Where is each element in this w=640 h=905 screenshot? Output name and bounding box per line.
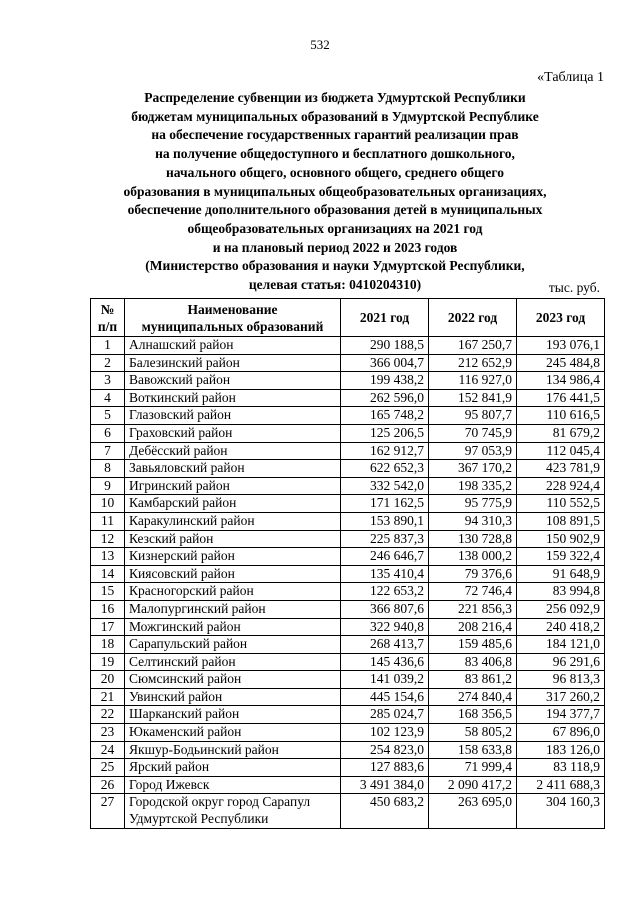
value-2022: 158 633,8	[429, 741, 517, 759]
value-2022: 97 053,9	[429, 442, 517, 460]
municipality-name: Глазовский район	[125, 407, 341, 425]
row-number: 16	[91, 600, 125, 618]
row-number: 7	[91, 442, 125, 460]
title-line: общеобразовательных организациях на 2021 год	[187, 220, 483, 236]
subvention-table	[90, 298, 605, 829]
row-number: 1	[91, 337, 125, 355]
value-2021: 332 542,0	[341, 477, 429, 495]
value-2021: 102 123,9	[341, 724, 429, 742]
municipality-name: Киясовский район	[125, 565, 341, 583]
value-2022: 212 652,9	[429, 354, 517, 372]
value-2022: 95 775,9	[429, 495, 517, 513]
value-2021: 262 596,0	[341, 389, 429, 407]
row-number: 18	[91, 636, 125, 654]
value-2022: 95 807,7	[429, 407, 517, 425]
title-line: обеспечение дополнительного образования детей в муниципальных	[127, 202, 543, 218]
value-2022: 58 805,2	[429, 724, 517, 742]
table-row	[91, 600, 605, 618]
value-2023: 184 121,0	[517, 636, 605, 654]
municipality-name: Ярский район	[125, 759, 341, 777]
municipality-name: Шарканский район	[125, 706, 341, 724]
row-number: 26	[91, 776, 125, 794]
value-2022: 2 090 417,2	[429, 776, 517, 794]
value-2022: 94 310,3	[429, 512, 517, 530]
value-2023: 96 813,3	[517, 671, 605, 689]
municipality-name: Кизнерский район	[125, 548, 341, 566]
municipality-name: Город Ижевск	[125, 776, 341, 794]
table-label: «Таблица 1	[537, 70, 604, 85]
municipality-name: Малопургинский район	[125, 600, 341, 618]
header-number-line1: №	[100, 301, 115, 317]
municipality-name: Завьяловский район	[125, 460, 341, 478]
table-row	[91, 354, 605, 372]
table-row	[91, 688, 605, 706]
value-2023: 256 092,9	[517, 600, 605, 618]
header-2022: 2022 год	[429, 299, 517, 337]
value-2021: 290 188,5	[341, 337, 429, 355]
table-row	[91, 618, 605, 636]
municipality-name: Можгинский район	[125, 618, 341, 636]
value-2023: 83 118,9	[517, 759, 605, 777]
value-2023: 159 322,4	[517, 548, 605, 566]
table-row	[91, 724, 605, 742]
row-number: 14	[91, 565, 125, 583]
value-2023: 194 377,7	[517, 706, 605, 724]
value-2023: 96 291,6	[517, 653, 605, 671]
table-row	[91, 495, 605, 513]
table-row	[91, 776, 605, 794]
title-line: на получение общедоступного и бесплатного дошкольного,	[155, 146, 515, 162]
page-number: 532	[310, 37, 330, 52]
municipality-name: Граховский район	[125, 424, 341, 442]
table-row	[91, 741, 605, 759]
row-number: 21	[91, 688, 125, 706]
value-2023: 150 902,9	[517, 530, 605, 548]
municipality-name: Сарапульский район	[125, 636, 341, 654]
row-number: 19	[91, 653, 125, 671]
value-2022: 208 216,4	[429, 618, 517, 636]
row-number: 12	[91, 530, 125, 548]
value-2021: 366 004,7	[341, 354, 429, 372]
value-2021: 145 436,6	[341, 653, 429, 671]
row-number: 6	[91, 424, 125, 442]
table-row	[91, 407, 605, 425]
value-2022: 70 745,9	[429, 424, 517, 442]
value-2021: 171 162,5	[341, 495, 429, 513]
municipality-name: Воткинский район	[125, 389, 341, 407]
table-row	[91, 460, 605, 478]
title-line: Распределение субвенции из бюджета Удмуртской Республики	[144, 90, 526, 105]
value-2023: 67 896,0	[517, 724, 605, 742]
municipality-name: Увинский район	[125, 688, 341, 706]
title-line: бюджетам муниципальных образований в Удмуртской Республике	[131, 108, 539, 124]
table-row	[91, 636, 605, 654]
table-row	[91, 706, 605, 724]
header-name-line2: муниципальных образований	[141, 318, 324, 334]
value-2022: 221 856,3	[429, 600, 517, 618]
municipality-name: Камбарский район	[125, 495, 341, 513]
header-number	[91, 299, 125, 337]
table-row	[91, 442, 605, 460]
table-row	[91, 530, 605, 548]
value-2023: 112 045,4	[517, 442, 605, 460]
value-2022: 159 485,6	[429, 636, 517, 654]
table-row	[91, 424, 605, 442]
value-2021: 268 413,7	[341, 636, 429, 654]
value-2023: 317 260,2	[517, 688, 605, 706]
row-number: 24	[91, 741, 125, 759]
row-number: 13	[91, 548, 125, 566]
value-2023: 83 994,8	[517, 583, 605, 601]
table-row	[91, 794, 605, 828]
value-2022: 198 335,2	[429, 477, 517, 495]
value-2021: 127 883,6	[341, 759, 429, 777]
value-2023: 176 441,5	[517, 389, 605, 407]
value-2023: 110 552,5	[517, 495, 605, 513]
value-2022: 167 250,7	[429, 337, 517, 355]
table-row	[91, 477, 605, 495]
value-2022: 71 999,4	[429, 759, 517, 777]
value-2021: 162 912,7	[341, 442, 429, 460]
value-2021: 165 748,2	[341, 407, 429, 425]
row-number: 8	[91, 460, 125, 478]
document-title	[96, 89, 574, 295]
table-row	[91, 512, 605, 530]
row-number: 15	[91, 583, 125, 601]
header-number-line2: п/п	[97, 318, 118, 334]
value-2021: 322 940,8	[341, 618, 429, 636]
title-line: и на плановый период 2022 и 2023 годов	[212, 239, 458, 255]
table-row	[91, 548, 605, 566]
value-2021: 122 653,2	[341, 583, 429, 601]
municipality-name: Каракулинский район	[125, 512, 341, 530]
value-2023: 108 891,5	[517, 512, 605, 530]
value-2021: 141 039,2	[341, 671, 429, 689]
value-2022: 83 861,2	[429, 671, 517, 689]
value-2022: 263 695,0	[429, 794, 517, 828]
value-2021: 450 683,2	[341, 794, 429, 828]
value-2022: 116 927,0	[429, 372, 517, 390]
value-2023: 240 418,2	[517, 618, 605, 636]
value-2021: 135 410,4	[341, 565, 429, 583]
value-2023: 304 160,3	[517, 794, 605, 828]
value-2021: 246 646,7	[341, 548, 429, 566]
header-2023: 2023 год	[517, 299, 605, 337]
header-name-line1: Наименование	[187, 301, 278, 317]
table-row	[91, 337, 605, 355]
value-2022: 152 841,9	[429, 389, 517, 407]
value-2022: 168 356,5	[429, 706, 517, 724]
value-2022: 83 406,8	[429, 653, 517, 671]
row-number: 25	[91, 759, 125, 777]
title-line: на обеспечение государственных гарантий реализации прав	[151, 127, 519, 143]
row-number: 5	[91, 407, 125, 425]
municipality-name: Вавожский район	[125, 372, 341, 390]
municipality-name: Алнашский район	[125, 337, 341, 355]
header-name	[125, 299, 341, 337]
value-2021: 285 024,7	[341, 706, 429, 724]
table-row	[91, 372, 605, 390]
value-2022: 130 728,8	[429, 530, 517, 548]
title-line: начального общего, основного общего, среднего общего	[166, 164, 504, 180]
unit-label: тыс. руб.	[548, 280, 600, 295]
municipality-name: Игринский район	[125, 477, 341, 495]
value-2022: 367 170,2	[429, 460, 517, 478]
municipality-name: Городской округ город Сарапул Удмуртской Республики	[125, 794, 341, 828]
municipality-name: Якшур-Бодьинский район	[125, 741, 341, 759]
value-2021: 125 206,5	[341, 424, 429, 442]
municipality-name: Балезинский район	[125, 354, 341, 372]
value-2023: 245 484,8	[517, 354, 605, 372]
value-2021: 366 807,6	[341, 600, 429, 618]
table-header-row	[91, 299, 605, 337]
value-2023: 228 924,4	[517, 477, 605, 495]
municipality-name: Юкаменский район	[125, 724, 341, 742]
table-row	[91, 389, 605, 407]
row-number: 3	[91, 372, 125, 390]
title-line: целевая статья: 0410204310)	[248, 277, 422, 293]
value-2022: 138 000,2	[429, 548, 517, 566]
value-2023: 134 986,4	[517, 372, 605, 390]
row-number: 9	[91, 477, 125, 495]
value-2023: 81 679,2	[517, 424, 605, 442]
value-2021: 225 837,3	[341, 530, 429, 548]
row-number: 27	[91, 794, 125, 828]
title-line: образования в муниципальных общеобразовательных организациях,	[123, 183, 547, 199]
value-2023: 2 411 688,3	[517, 776, 605, 794]
value-2021: 153 890,1	[341, 512, 429, 530]
value-2021: 622 652,3	[341, 460, 429, 478]
value-2023: 193 076,1	[517, 337, 605, 355]
header-2021: 2021 год	[341, 299, 429, 337]
row-number: 23	[91, 724, 125, 742]
table-row	[91, 759, 605, 777]
row-number: 11	[91, 512, 125, 530]
municipality-name: Красногорский район	[125, 583, 341, 601]
row-number: 2	[91, 354, 125, 372]
municipality-name: Сюмсинский район	[125, 671, 341, 689]
municipality-name: Селтинский район	[125, 653, 341, 671]
table-row	[91, 565, 605, 583]
row-number: 4	[91, 389, 125, 407]
value-2022: 72 746,4	[429, 583, 517, 601]
value-2021: 3 491 384,0	[341, 776, 429, 794]
value-2023: 183 126,0	[517, 741, 605, 759]
value-2023: 423 781,9	[517, 460, 605, 478]
value-2021: 254 823,0	[341, 741, 429, 759]
value-2022: 79 376,6	[429, 565, 517, 583]
value-2021: 445 154,6	[341, 688, 429, 706]
value-2022: 274 840,4	[429, 688, 517, 706]
row-number: 17	[91, 618, 125, 636]
value-2021: 199 438,2	[341, 372, 429, 390]
municipality-name: Кезский район	[125, 530, 341, 548]
table-row	[91, 671, 605, 689]
value-2023: 110 616,5	[517, 407, 605, 425]
row-number: 22	[91, 706, 125, 724]
table-row	[91, 583, 605, 601]
municipality-name: Дебёсский район	[125, 442, 341, 460]
table-row	[91, 653, 605, 671]
row-number: 20	[91, 671, 125, 689]
value-2023: 91 648,9	[517, 565, 605, 583]
title-line: (Министерство образования и науки Удмуртской Республики,	[145, 258, 525, 274]
row-number: 10	[91, 495, 125, 513]
